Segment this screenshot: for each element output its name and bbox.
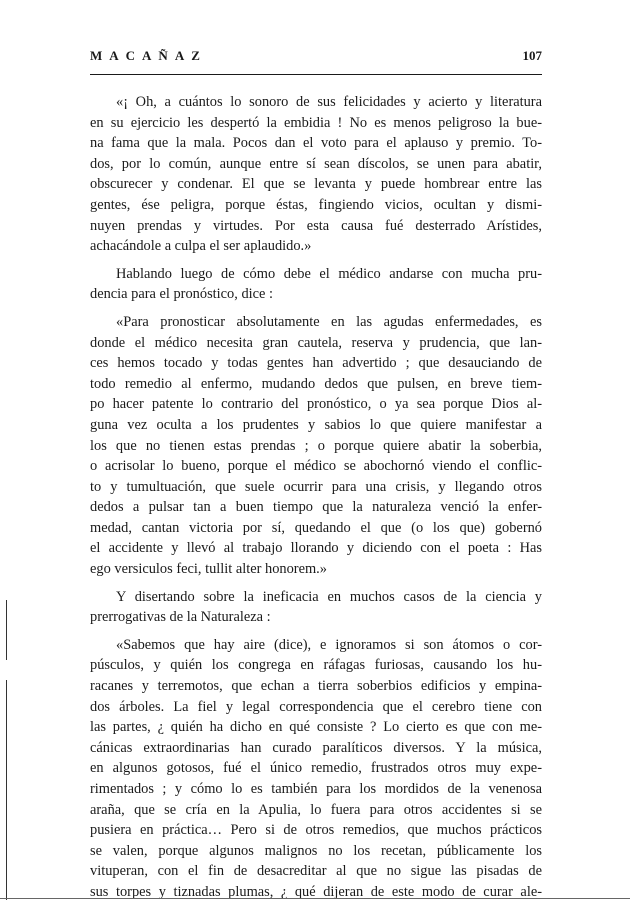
scan-edge-mark — [6, 600, 7, 660]
text-line: el accidente y llevó al trabajo llorando y diciendo con el poeta : Has — [90, 540, 542, 557]
paragraph-quote-envy — [90, 92, 542, 257]
body-text — [90, 92, 542, 903]
text-line: araña, que se cría en la Apulia, lo fuera para otros accidentes si se — [90, 801, 542, 818]
text-line: ces hemos tocado y todas gentes han advertido ; que desauciando de — [90, 355, 542, 372]
text-line: dedos a pulsar tan a buen tiempo que la naturaleza venció la enfer- — [90, 499, 542, 516]
text-line: medad, cantan victoria por sí, quedando el que (o los que) gobernó — [90, 519, 542, 536]
text-line: Y disertando sobre la ineficacia en muchos casos de la ciencia y — [116, 588, 542, 605]
paragraph-intro-nature — [90, 587, 542, 628]
text-line: rimentados ; y cómo lo es también para los mordidos de la venenosa — [90, 781, 542, 797]
text-line: achacándole a culpa el ser aplaudido.» — [90, 238, 312, 255]
text-line: cánicas extraordinarias han curado paralíticos diversos. Y la música, — [90, 739, 542, 756]
text-line: todo remedio al enfermo, mudando dedos que pulsen, en breve tiem- — [90, 375, 542, 392]
text-line: ego versiculos feci, tullit alter honorem.» — [90, 561, 327, 578]
text-line: nuyen prendas y virtudes. Por esta causa fué desterrado Arístides, — [90, 217, 542, 234]
text-line: sus torpes y tiznadas plumas, ¿ qué dijeran de este modo de curar ale- — [90, 883, 542, 900]
scan-edge-mark — [6, 680, 7, 900]
text-line: gentes, ése peligra, porque éstas, fingiendo vicios, ocultan y dismi- — [90, 196, 542, 213]
text-line: en algunos gotosos, fué el único remedio, frustrados otros muy expe- — [90, 760, 542, 777]
text-line: dos, por lo común, aunque entre sí sean díscolos, se unen para abatir, — [90, 155, 542, 172]
text-line: «Sabemos que hay aire (dice), e ignoramos si son átomos o cor- — [116, 636, 542, 653]
header-rule — [90, 74, 542, 75]
text-line: racanes y terremotos, que echan a tierra soberbios edificios y empina- — [90, 678, 542, 695]
text-line: las partes, ¿ quién ha dicho en qué consiste ? Lo cierto es que con me- — [90, 719, 542, 736]
text-line: «¡ Oh, a cuántos lo sonoro de sus felicidades y acierto y literatura — [116, 94, 542, 110]
paragraph-quote-prognosis — [90, 312, 542, 580]
text-line: en su ejercicio les despertó la embidia ! No es menos peligroso la bue- — [90, 114, 542, 131]
text-line: pusiera en práctica… Pero si de otros remedios, que muchos prácticos — [90, 822, 542, 839]
page-number: 107 — [522, 48, 542, 63]
text-line: «Para pronosticar absolutamente en las agudas enfermedades, es — [116, 313, 542, 330]
text-line: o acrisolar lo bueno, porque el médico se abochornó viendo el conflic- — [90, 458, 542, 475]
text-line: Hablando luego de cómo debe el médico andarse con mucha pru- — [116, 265, 542, 282]
page-header — [90, 44, 542, 68]
text-line: se valen, porque algunos malignos no los recetan, públicamente los — [90, 842, 542, 859]
text-line: prerrogativas de la Naturaleza : — [90, 609, 271, 626]
text-line: na fama que la mala. Pocos dan el voto para el aplauso y premio. To- — [90, 135, 542, 152]
paragraph-intro-prognosis — [90, 264, 542, 305]
text-line: púsculos, y quién los congrega en ráfagas furiosas, causando los hu- — [90, 657, 542, 674]
text-line: guna vez oculta a los prudentes y sabios lo que quiere manifestar a — [90, 416, 542, 433]
text-line: dencia para el pronóstico, dice : — [90, 286, 274, 303]
text-line: vituperan, con el fin de desacreditar al que no sigue las pisadas de — [90, 863, 542, 880]
running-title: MACAÑAZ — [90, 48, 207, 63]
text-line: to y tumultuación, que suele ocurrir para una crisis, y llegando otros — [90, 478, 542, 495]
text-line: donde el médico necesita gran cautela, reserva y prudencia, que lan- — [90, 334, 542, 351]
text-line: dos árboles. La fiel y legal correspondencia que el cerebro tiene con — [90, 698, 542, 715]
text-line: los que no tienen estas prendas ; o porque quiere abatir la soberbia, — [90, 437, 542, 454]
scan-bottom-edge — [0, 898, 630, 899]
text-line: obscurecer y condenar. El que se levanta y puede hombrear entre las — [90, 176, 542, 193]
paragraph-quote-nature — [90, 635, 542, 903]
text-line: po hacer patente lo contrario del pronóstico, o ya sea porque Dios al- — [90, 396, 542, 413]
